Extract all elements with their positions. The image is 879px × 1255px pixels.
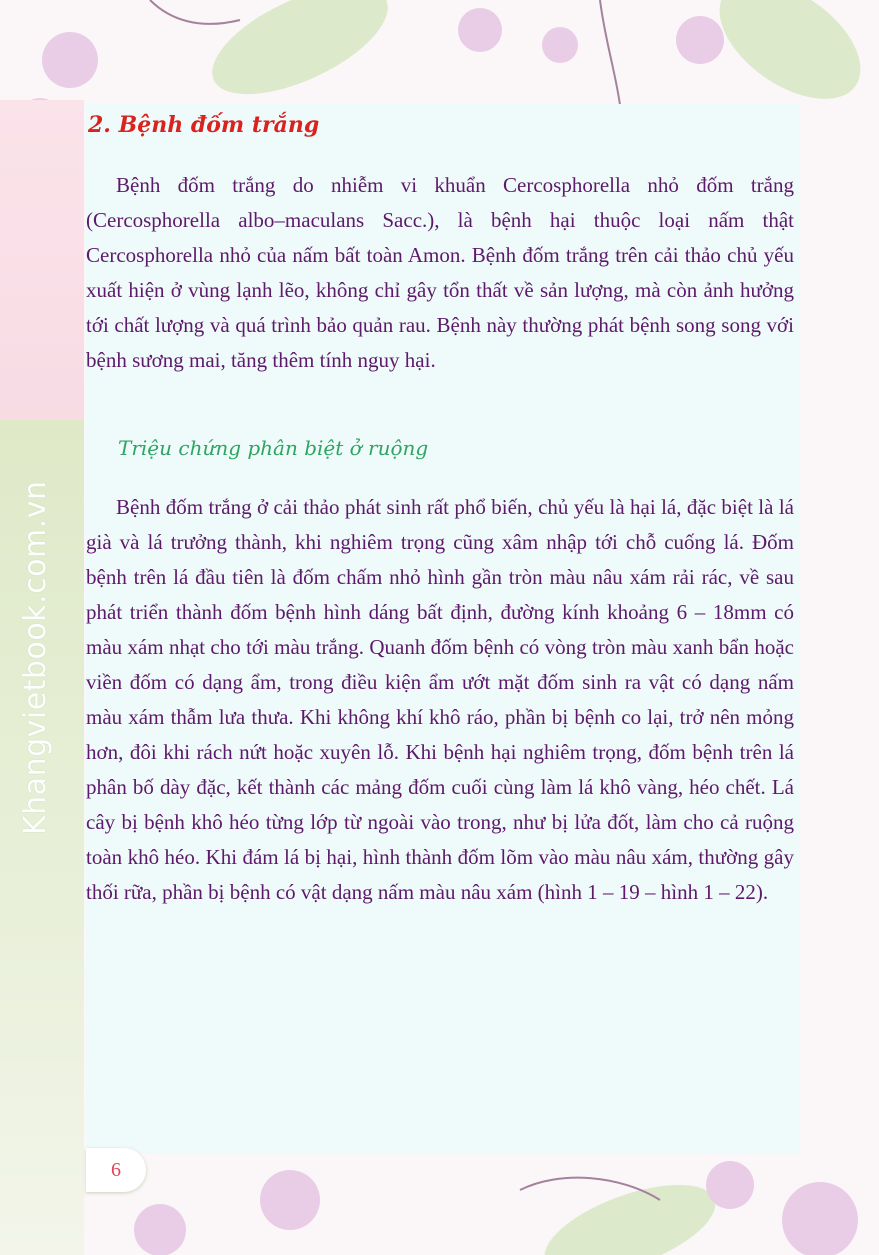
side-pink-band xyxy=(0,100,84,440)
intro-paragraph: Bệnh đốm trắng do nhiễm vi khuẩn Cercosphorella nhỏ đốm trắng (Cercosphorella albo–maculans Sacc.), là bệnh hại thuộc loại nấm thật Cercosphorella nhỏ của nấm bất toàn Amon. Bệnh đốm trắng trên cải thảo chủ yếu xuất hiện ở vùng lạnh lẽo, không chỉ gây tổn thất về sản lượng, mà còn ảnh hưởng tới chất lượng và quá trình bảo quản rau. Bệnh này thường phát bệnh song song với bệnh sương mai, tăng thêm tính nguy hại. xyxy=(86,173,794,372)
watermark: Khangvietbook.com.vn xyxy=(18,480,53,835)
subheading: Triệu chứng phân biệt ở ruộng xyxy=(118,436,429,460)
page-number: 6 xyxy=(111,1158,121,1181)
page-number-badge xyxy=(86,1148,146,1192)
section-title: 2. Bệnh đốm trắng xyxy=(88,112,320,138)
symptoms-paragraph: Bệnh đốm trắng ở cải thảo phát sinh rất phổ biến, chủ yếu là hại lá, đặc biệt là lá già và lá trưởng thành, khi nghiêm trọng cũng xâm nhập tới chỗ cuống lá. Đốm bệnh trên lá đầu tiên là đốm chấm nhỏ hình gần tròn màu nâu xám rải rác, về sau phát triển thành đốm bệnh hình dáng bất định, đường kính khoảng 6 – 18mm có màu xám nhạt cho tới màu trắng. Quanh đốm bệnh có vòng tròn màu xanh bẩn hoặc viền đốm có dạng ẩm, trong điều kiện ẩm ướt mặt đốm sinh ra vật có dạng nấm màu xám thẫm lưa thưa. Khi không khí khô ráo, phần bị bệnh co lại, trở nên mỏng hơn, đôi khi rách nứt hoặc xuyên lỗ. Khi bệnh hại nghiêm trọng, đốm bệnh trên lá phân bố dày đặc, kết thành các mảng đốm cuối cùng làm lá khô vàng, héo chết. Lá cây bị bệnh khô héo từng lớp từ ngoài vào trong, như bị lửa đốt, làm cho cả ruộng toàn khô héo. Khi đám lá bị hại, hình thành đốm lõm vào màu nâu xám, thường gây thối rữa, phần bị bệnh có vật dạng nấm màu nâu xám (hình 1 – 19 – hình 1 – 22). xyxy=(86,495,794,904)
